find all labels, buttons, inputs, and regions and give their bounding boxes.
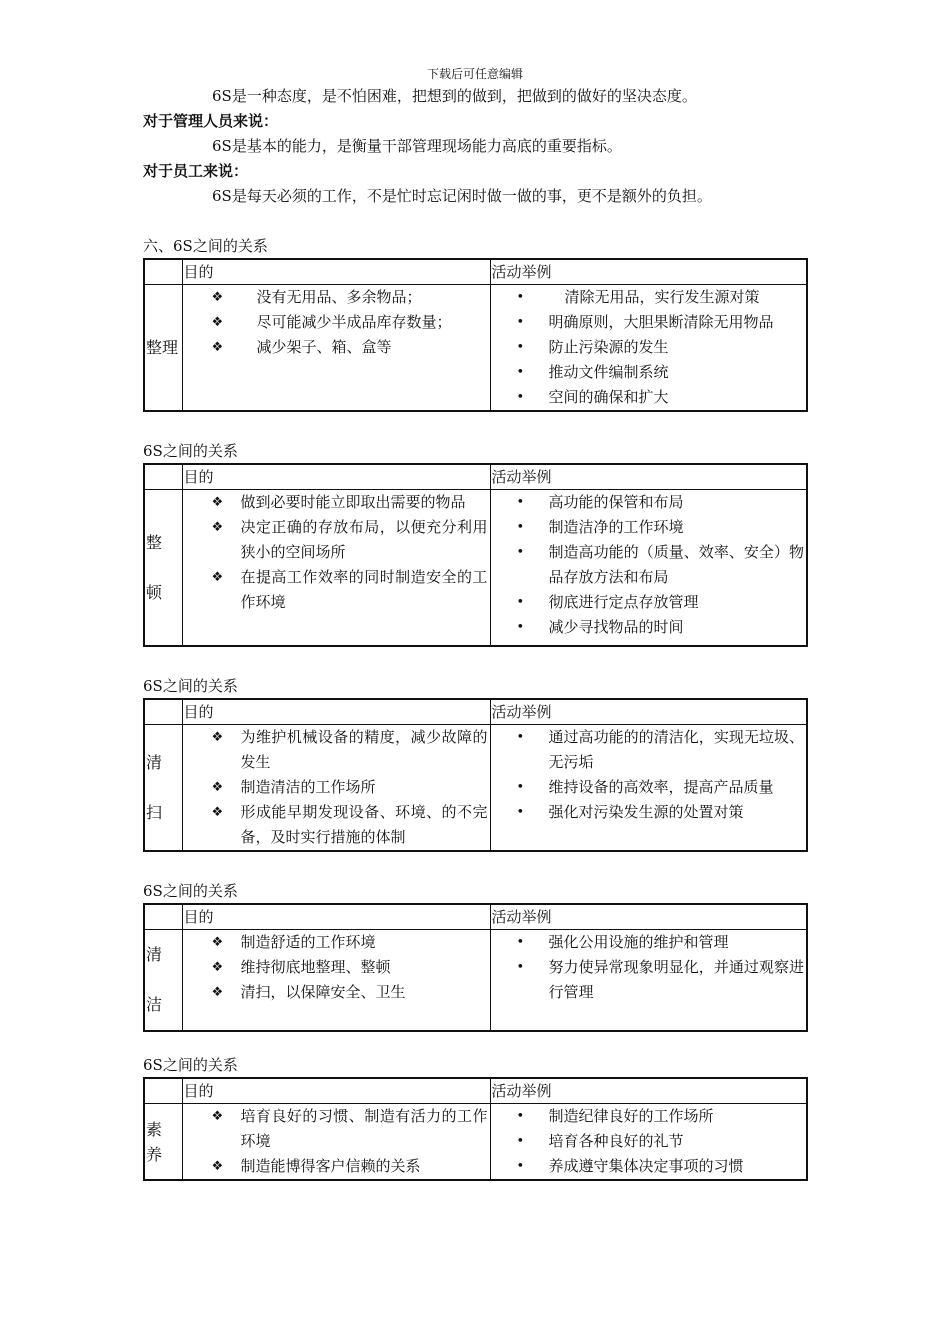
category-label: 清扫: [146, 752, 163, 822]
activity-cell: [490, 725, 807, 852]
diamond-bullet-icon: ❖: [211, 730, 224, 745]
activity-list: [491, 930, 807, 1005]
activity-item: • 强化公用设施的维护和管理: [491, 930, 807, 955]
diamond-bullet-icon: ❖: [211, 290, 224, 305]
category-cell: [144, 490, 182, 647]
diamond-bullet-icon: ❖: [211, 985, 224, 1000]
goal-item: ❖ 形成能早期发现设备、环境、的不完备，及时实行措施的体制: [183, 800, 490, 850]
goal-item: ❖ 制造清洁的工作场所: [183, 775, 490, 800]
category-cell: [144, 725, 182, 852]
section-title: 6S之间的关系: [143, 1056, 238, 1074]
activity-cell: [490, 490, 807, 647]
diamond-bullet-icon: ❖: [211, 570, 224, 585]
dot-bullet-icon: •: [516, 495, 525, 510]
activity-item: • 养成遵守集体决定事项的习惯: [491, 1154, 807, 1179]
col-header-activity: 活动举例: [490, 699, 807, 725]
goal-list: [183, 490, 490, 615]
activity-item: • 努力使异常现象明显化，并通过观察进行管理: [491, 955, 807, 1005]
col-header-goal: 目的: [182, 259, 490, 285]
activity-item: • 高功能的保管和布局: [491, 490, 807, 515]
activity-item: • 制造纪律良好的工作场所: [491, 1104, 807, 1129]
activity-cell: [490, 930, 807, 1032]
activity-item: • 推动文件编制系统: [491, 360, 807, 385]
dot-bullet-icon: •: [516, 365, 525, 380]
manager-label: 对于管理人员来说：: [143, 112, 279, 130]
intro-line: 6S是一种态度，是不怕困难，把想到的做到，把做到的做好的坚决态度。: [212, 87, 697, 105]
dot-bullet-icon: •: [516, 315, 525, 330]
relation-table-qingsao: [143, 698, 808, 852]
dot-bullet-icon: •: [516, 520, 525, 535]
staff-text: 6S是每天必须的工作，不是忙时忘记闲时做一做的事，更不是额外的负担。: [212, 187, 712, 205]
corner-cell: [144, 904, 182, 930]
activity-item: • 维持设备的高效率，提高产品质量: [491, 775, 807, 800]
diamond-bullet-icon: ❖: [211, 1159, 224, 1174]
relation-table-zhengdun: [143, 463, 808, 647]
goal-item: ❖ 清扫，以保障安全、卫生: [183, 980, 490, 1005]
dot-bullet-icon: •: [516, 1109, 525, 1124]
activity-item: • 制造高功能的（质量、效率、安全）物品存放方法和布局: [491, 540, 807, 590]
corner-cell: [144, 464, 182, 490]
dot-bullet-icon: •: [516, 290, 525, 305]
goal-item: ❖ 决定正确的存放布局，以便充分利用狭小的空间场所: [183, 515, 490, 565]
goal-item: ❖ 没有无用品、多余物品；: [183, 285, 490, 310]
goal-cell: [182, 930, 490, 1032]
diamond-bullet-icon: ❖: [211, 315, 224, 330]
col-header-activity: 活动举例: [490, 259, 807, 285]
goal-cell: [182, 725, 490, 852]
relation-table-suyang: [143, 1077, 808, 1181]
section-title: 6S之间的关系: [143, 882, 238, 900]
goal-item: ❖ 为维护机械设备的精度，减少故障的发生: [183, 725, 490, 775]
activity-item: • 通过高功能的的清洁化，实现无垃圾、无污垢: [491, 725, 807, 775]
activity-item: • 强化对污染发生源的处置对策: [491, 800, 807, 825]
goal-item: ❖ 在提高工作效率的同时制造安全的工作环境: [183, 565, 490, 615]
corner-cell: [144, 259, 182, 285]
dot-bullet-icon: •: [516, 805, 525, 820]
activity-item: • 减少寻找物品的时间: [491, 615, 807, 640]
diamond-bullet-icon: ❖: [211, 805, 224, 820]
category-label: 清洁: [146, 945, 163, 1014]
manager-text: 6S是基本的能力，是衡量干部管理现场能力高底的重要指标。: [212, 137, 622, 155]
col-header-goal: 目的: [182, 1078, 490, 1104]
diamond-bullet-icon: ❖: [211, 960, 224, 975]
diamond-bullet-icon: ❖: [211, 780, 224, 795]
dot-bullet-icon: •: [516, 545, 525, 560]
activity-item: • 培育各种良好的礼节: [491, 1129, 807, 1154]
dot-bullet-icon: •: [516, 960, 525, 975]
activity-item: • 清除无用品，实行发生源对策: [491, 285, 807, 310]
category-cell: [144, 285, 182, 412]
col-header-goal: 目的: [182, 699, 490, 725]
section-title: 6S之间的关系: [143, 442, 238, 460]
col-header-activity: 活动举例: [490, 464, 807, 490]
activity-list: [491, 725, 807, 825]
intro-block: [143, 84, 823, 209]
diamond-bullet-icon: ❖: [211, 1109, 224, 1124]
activity-item: • 彻底进行定点存放管理: [491, 590, 807, 615]
goal-cell: [182, 490, 490, 647]
activity-list: [491, 285, 807, 410]
activity-list: [491, 1104, 807, 1179]
dot-bullet-icon: •: [516, 340, 525, 355]
activity-list: [491, 490, 807, 640]
diamond-bullet-icon: ❖: [211, 340, 224, 355]
dot-bullet-icon: •: [516, 620, 525, 635]
activity-cell: [490, 285, 807, 412]
page-header: 下载后可任意编辑: [426, 67, 523, 81]
goal-item: ❖ 培育良好的习惯、制造有活力的工作环境: [183, 1104, 490, 1154]
staff-label: 对于员工来说：: [143, 162, 249, 180]
goal-item: ❖ 尽可能减少半成品库存数量；: [183, 310, 490, 335]
category-label: 整顿: [146, 532, 163, 602]
activity-cell: [490, 1104, 807, 1181]
col-header-goal: 目的: [182, 464, 490, 490]
relation-table-zhengli: [143, 258, 808, 412]
activity-item: • 制造洁净的工作环境: [491, 515, 807, 540]
dot-bullet-icon: •: [516, 935, 525, 950]
diamond-bullet-icon: ❖: [211, 935, 224, 950]
goal-item: ❖ 制造舒适的工作环境: [183, 930, 490, 955]
diamond-bullet-icon: ❖: [211, 495, 224, 510]
goal-cell: [182, 285, 490, 412]
col-header-activity: 活动举例: [490, 1078, 807, 1104]
activity-item: • 明确原则，大胆果断清除无用物品: [491, 310, 807, 335]
dot-bullet-icon: •: [516, 1159, 525, 1174]
relation-table-qingjie: [143, 903, 808, 1032]
goal-list: [183, 285, 490, 360]
category-label: 整理: [146, 338, 179, 357]
category-cell: [144, 930, 182, 1032]
goal-item: ❖ 制造能博得客户信赖的关系: [183, 1154, 490, 1179]
section-title: 6S之间的关系: [143, 677, 238, 695]
goal-list: [183, 725, 490, 850]
goal-item: ❖ 维持彻底地整理、整顿: [183, 955, 490, 980]
corner-cell: [144, 699, 182, 725]
section-title: 六、6S之间的关系: [143, 237, 268, 255]
goal-item: ❖ 减少架子、箱、盒等: [183, 335, 490, 360]
goal-list: [183, 930, 490, 1005]
activity-item: • 防止污染源的发生: [491, 335, 807, 360]
dot-bullet-icon: •: [516, 595, 525, 610]
goal-item: ❖ 做到必要时能立即取出需要的物品: [183, 490, 490, 515]
corner-cell: [144, 1078, 182, 1104]
diamond-bullet-icon: ❖: [211, 520, 224, 535]
goal-cell: [182, 1104, 490, 1181]
category-label: 素养: [146, 1119, 163, 1164]
category-cell: [144, 1104, 182, 1181]
dot-bullet-icon: •: [516, 1134, 525, 1149]
dot-bullet-icon: •: [516, 780, 525, 795]
activity-item: • 空间的确保和扩大: [491, 385, 807, 410]
dot-bullet-icon: •: [516, 390, 525, 405]
goal-list: [183, 1104, 490, 1179]
dot-bullet-icon: •: [516, 730, 525, 745]
col-header-activity: 活动举例: [490, 904, 807, 930]
col-header-goal: 目的: [182, 904, 490, 930]
